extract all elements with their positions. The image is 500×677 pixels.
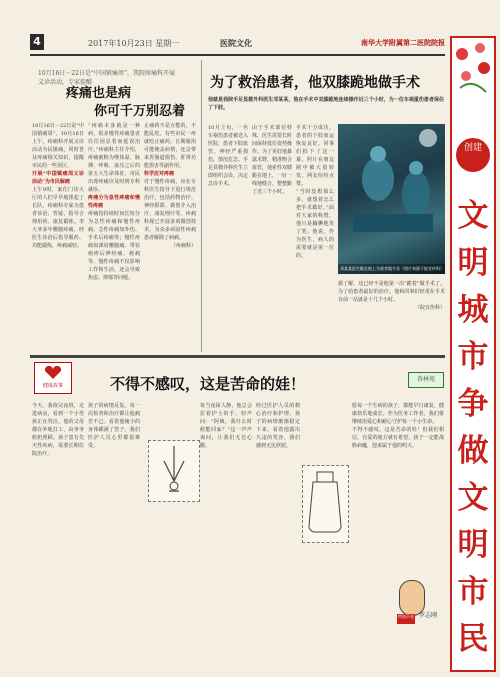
- article3-title: 不得不感叹，这是苦命的娃！: [110, 375, 306, 393]
- article3-body-e: 愿每一个生病的孩子，都能早日康复，健康快乐地成长。作为医务工作者，我们将继续用爱心和耐心守护每一个小生命。: [352, 403, 444, 425]
- article3-body-a: 今天，我值完夜班，走进病房，看到一个小男孩正在哭泣。他的父母都在外地打工，由爷爷奶奶照顾。孩子患有先天性疾病，需要长期住院治疗。: [32, 403, 84, 457]
- article3-body-c: 每当夜深人静，他总会拉着护士的手，轻声问：“阿姨，我什么时候能回家？”这一声声询问，让我们无比心酸。: [200, 403, 252, 449]
- medical-device-illustration: [302, 465, 349, 543]
- article2-body-a: 10月上旬，一名车祸伤患者被送入医院，患者下肢血管、神经严重损伤，情况危急。手足显微外科医生立即组织会诊，决定急诊手术。: [208, 125, 248, 187]
- article1-body-b: 上午9时，家住门诊大厅的人们早早地排起了长队，疼痛科专家为患者诊治、答疑，指导合理用药、康复锻炼。李大爷多年腰腿疼痛，经医生诊治后指导服药、功能锻炼，疼痛减轻。: [32, 187, 84, 249]
- column-divider: [201, 60, 202, 352]
- photo-caption: 邓某某医生跪在地上为患者做手术（图片来源于院宣传科）: [338, 264, 445, 274]
- article3-body-d: 经过医护人员的精心治疗和护理，孩子的病情渐渐稳定下来。看着他露出久违的笑容，我们感到无比欣慰。: [256, 403, 300, 449]
- article2-lede: 他就是我院手足显微外科医生邓某某，他在手术中双膝跪地连续操作近三个小时，为一位车祸重伤患者保住了下肢。: [208, 97, 444, 111]
- article1-body-c: “疼痛本身就是一种病，很多慢性疼痛患者往往因忍着而延误治疗。”疼痛科主任介绍，疼痛被称为继体温、脉搏、呼吸、血压之后的第五大生命体征，市民出现疼痛应及时到专科就诊。: [88, 123, 140, 193]
- article2-col1: [208, 124, 248, 352]
- article1-kicker: 10月16日－22日是“中国镇痛周”，我院疼痛科开展义诊活动，专家提醒: [38, 70, 176, 86]
- article3-col2: [88, 402, 140, 670]
- article1-subhead2: 疼痛分为急性疼痛和慢性疼痛: [88, 195, 140, 209]
- article3-col3: [200, 402, 252, 670]
- article1-body-f: 对于慢性疼痛，应在专科医生指导下进行规范治疗，包括药物治疗、神经阻滞、微创介入治疗、康复理疗等。疼痛科现已开展多项微创技术，为众多顽固性疼痛患者解除了病痛。: [144, 179, 196, 241]
- article1-subhead1: 开展“中国镇痛周义诊活动”为市民解痛: [32, 171, 84, 185]
- flower-decoration-icon: [452, 38, 494, 108]
- article3-col1: [32, 402, 84, 670]
- article2-col2: [252, 124, 292, 352]
- article2-byline: （院宣传科）: [414, 305, 445, 311]
- article3-col5: [352, 402, 444, 572]
- author-name: 罗志刚: [419, 612, 438, 619]
- author-label: 特别声音: [397, 614, 415, 624]
- health-story-icon: [34, 362, 72, 394]
- paper-name: 南华大学附属第二医院院报: [361, 39, 445, 47]
- column-tag: 杏林苑: [408, 372, 444, 388]
- article1-title-line1: 疼痛也是病: [66, 86, 132, 101]
- article3-body-b: 孩子的病情反复，每一次检查和治疗都让他痛苦不已。看着他瘦小的身体插满了管子，我们医护人员心里都很难受。: [88, 403, 140, 449]
- article2-body-e: 据了解，这已经不是他第一次“跪着”做手术了。为了给患者最好的治疗，他和同事们经常在手术台前一站就是十几个小时。: [338, 281, 445, 303]
- article2-body-d: “当时没想那么多，就想着怎么把手术做好。”面对大家的称赞，他只是腼腆地笑了笑。他说，作为医生，病人的需要就是第一位的。: [296, 189, 334, 259]
- health-story-label: 健康故事: [42, 383, 63, 389]
- author-portrait: [395, 580, 443, 626]
- civility-banner: [450, 36, 496, 672]
- heart-icon: [43, 366, 63, 380]
- article3-body-f: 不得不感叹，这是苦命的娃！但我们相信，有爱的地方就有希望，孩子一定能战胜病魔，迎来属于他的明天。: [352, 427, 444, 449]
- article1-subhead3: 科学应对疼痛: [144, 171, 175, 177]
- article1-col1: [32, 122, 84, 350]
- section-divider: [30, 355, 445, 358]
- article1-body-a: 10月16日－22日是“中国镇痛周”。10月16日上午，疼痛科开展义诊活动为民镇痛，同时普及疼痛相关知识，提醒市民的一些误区。: [32, 123, 84, 169]
- anatomy-icon: [149, 441, 199, 501]
- anatomy-diagram: [148, 440, 200, 502]
- article2-body-b: 由于手术部位特殊，医生需要长时间保持低位姿势操作。为了更好地暴露术野，精准吻合血管，他索性双膝跪在地上，一针一线地缝合，整整跪了近三个小时。: [252, 125, 292, 195]
- article1-col2: [88, 122, 140, 350]
- header-rule: [30, 54, 445, 56]
- page-number: 4: [30, 34, 44, 50]
- banner-badge: 创建: [456, 138, 490, 172]
- banner-slogan: 文明城市争做文明市民: [457, 198, 489, 657]
- page-header: [30, 35, 445, 52]
- section-title: 医院文化: [220, 38, 252, 48]
- article2-col3: [296, 124, 334, 352]
- article2-title: 为了救治患者，他双膝跪地做手术: [210, 75, 420, 91]
- article1-body-e: 止痛药不是万能的，不能乱吃。有些市民一疼就吃止痛药，长期服用可能掩盖病情，还会带来胃肠道损伤、肝肾功能损害等副作用。: [144, 123, 196, 169]
- issue-date: 2017年10月23日 星期一: [88, 39, 180, 48]
- article1-byline: （疼痛科）: [170, 243, 196, 249]
- article3-col4: [256, 402, 300, 670]
- article1-title-line2: 你可千万别忍着: [94, 104, 186, 119]
- surgery-photo: [338, 124, 445, 274]
- article2-body-c: 手术十分成功，患者的下肢血运恢复良好。同事们拍下了这一幕，照片在朋友圈中被大量转发，网友纷纷点赞。: [296, 125, 334, 187]
- article1-col3: [144, 122, 196, 350]
- surgery-scene-icon: [338, 124, 445, 274]
- bottle-icon: [303, 466, 348, 542]
- article1-body-d: 疼痛按持续时间长短分为急性疼痛和慢性疼痛。急性疼痛如外伤、手术后疼痛等；慢性疼痛如颈肩腰腿痛、带状疱疹后神经痛、癌痛等。慢性疼痛不仅影响工作和生活，还会导致焦虑、抑郁等问题。: [88, 211, 140, 281]
- article2-col4: [338, 280, 445, 352]
